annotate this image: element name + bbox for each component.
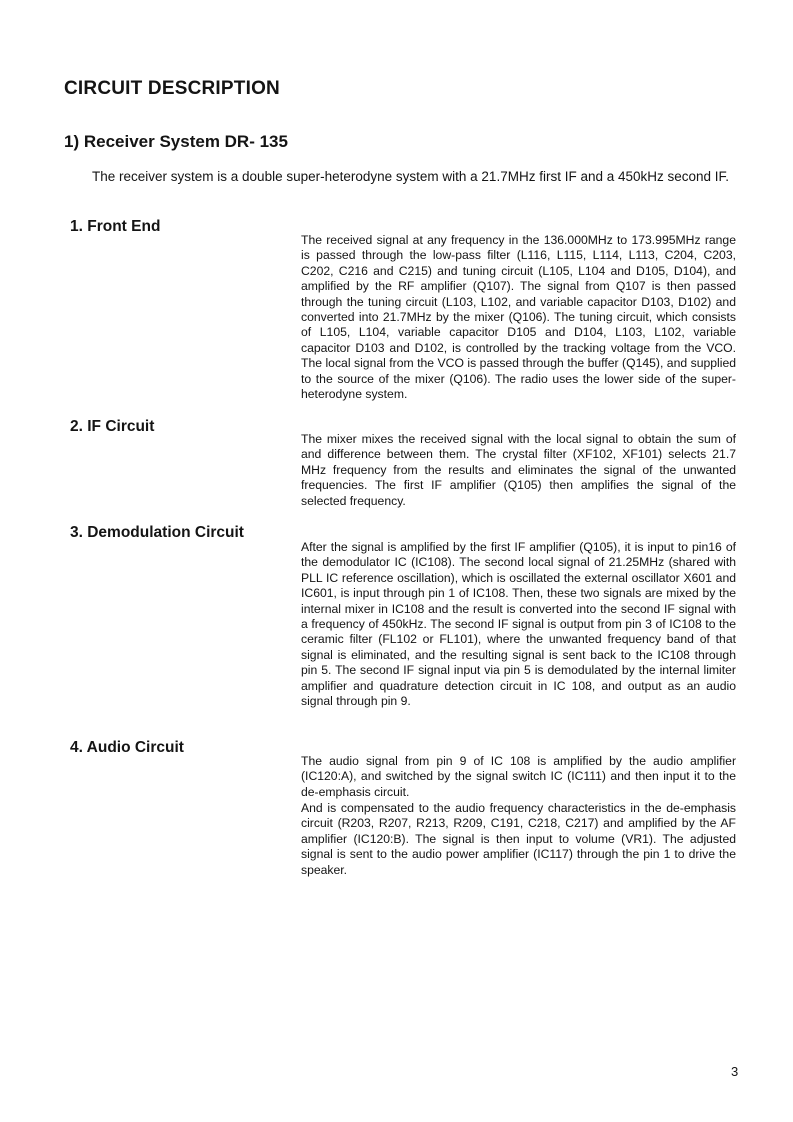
subsection-body-front-end: The received signal at any frequency in the 136.000MHz to 173.995MHz range is passed through the low-pass filter (L116, L115, L114, L113, C204, C203, C202, C216 and C215) and tuning circuit (L105, L104 and D105, D104), and amplified by the RF amplifier (Q107). The signal from Q107 is then passed through the tuning circuit (L103, L102, and variable capacitor D103, D102) and converted into 21.7MHz by the mixer (Q106). The tuning circuit, which consists of L105, L104, variable capacitor D105 and D104, L103, L102, variable capacitor D103 and D102, is controlled by the tracking voltage from the VCO. The local signal from the VCO is passed through the buffer (Q145), and supplied to the source of the mixer (Q106). The radio uses the lower side of the super-heterodyne system.: [301, 233, 736, 402]
subsection-body-demodulation-circuit: After the signal is amplified by the first IF amplifier (Q105), it is input to pin16 of the demodulator IC (IC108). The second local signal of 21.25MHz (shared with PLL IC reference oscillation), which is oscillated the external oscillator X601 and IC601, is input through pin 1 of IC108. Then, these two signals are mixed by the internal mixer in IC108 and the result is converted into the second IF signal with a frequency of 450kHz. The second IF signal is output from pin 3 of IC108 to the ceramic filter (FL102 or FL101), where the unwanted frequency band of that signal is eliminated, and the resulting signal is sent back to the IC108 through pin 5. The second IF signal input via pin 5 is demodulated by the internal limiter amplifier and quadrature detection circuit in IC 108, and output as an audio signal through pin 9.: [301, 540, 736, 709]
page-title: CIRCUIT DESCRIPTION: [64, 78, 280, 99]
subsection-heading-audio-circuit: 4. Audio Circuit: [70, 739, 184, 756]
subsection-heading-front-end: 1. Front End: [70, 218, 161, 235]
subsection-heading-demodulation-circuit: 3. Demodulation Circuit: [70, 524, 244, 541]
page-number: 3: [731, 1064, 739, 1079]
subsection-heading-if-circuit: 2. IF Circuit: [70, 418, 155, 435]
subsection-body-if-circuit: The mixer mixes the received signal with the local signal to obtain the sum of and difference between them. The crystal filter (XF102, XF101) selects 21.7 MHz frequency from the results and eliminates the signal of the unwanted frequencies. The first IF amplifier (Q105) then amplifies the signal of the selected frequency.: [301, 432, 736, 508]
section-intro: The receiver system is a double super-heterodyne system with a 21.7MHz first IF and a 450kHz second IF.: [92, 169, 730, 184]
subsection-body-audio-circuit-2: And is compensated to the audio frequency characteristics in the de-emphasis circuit (R203, R207, R213, R209, C191, C218, C217) and amplified by the AF amplifier (IC120:B). The signal is then input to volume (VR1). The adjusted signal is sent to the audio power amplifier (IC117) through the pin 1 to drive the speaker.: [301, 801, 736, 877]
subsection-body-audio-circuit-1: The audio signal from pin 9 of IC 108 is amplified by the audio amplifier (IC120:A), and switched by the signal switch IC (IC111) and then input it to the de-emphasis circuit.: [301, 754, 736, 799]
section-title: 1) Receiver System DR- 135: [64, 132, 288, 151]
